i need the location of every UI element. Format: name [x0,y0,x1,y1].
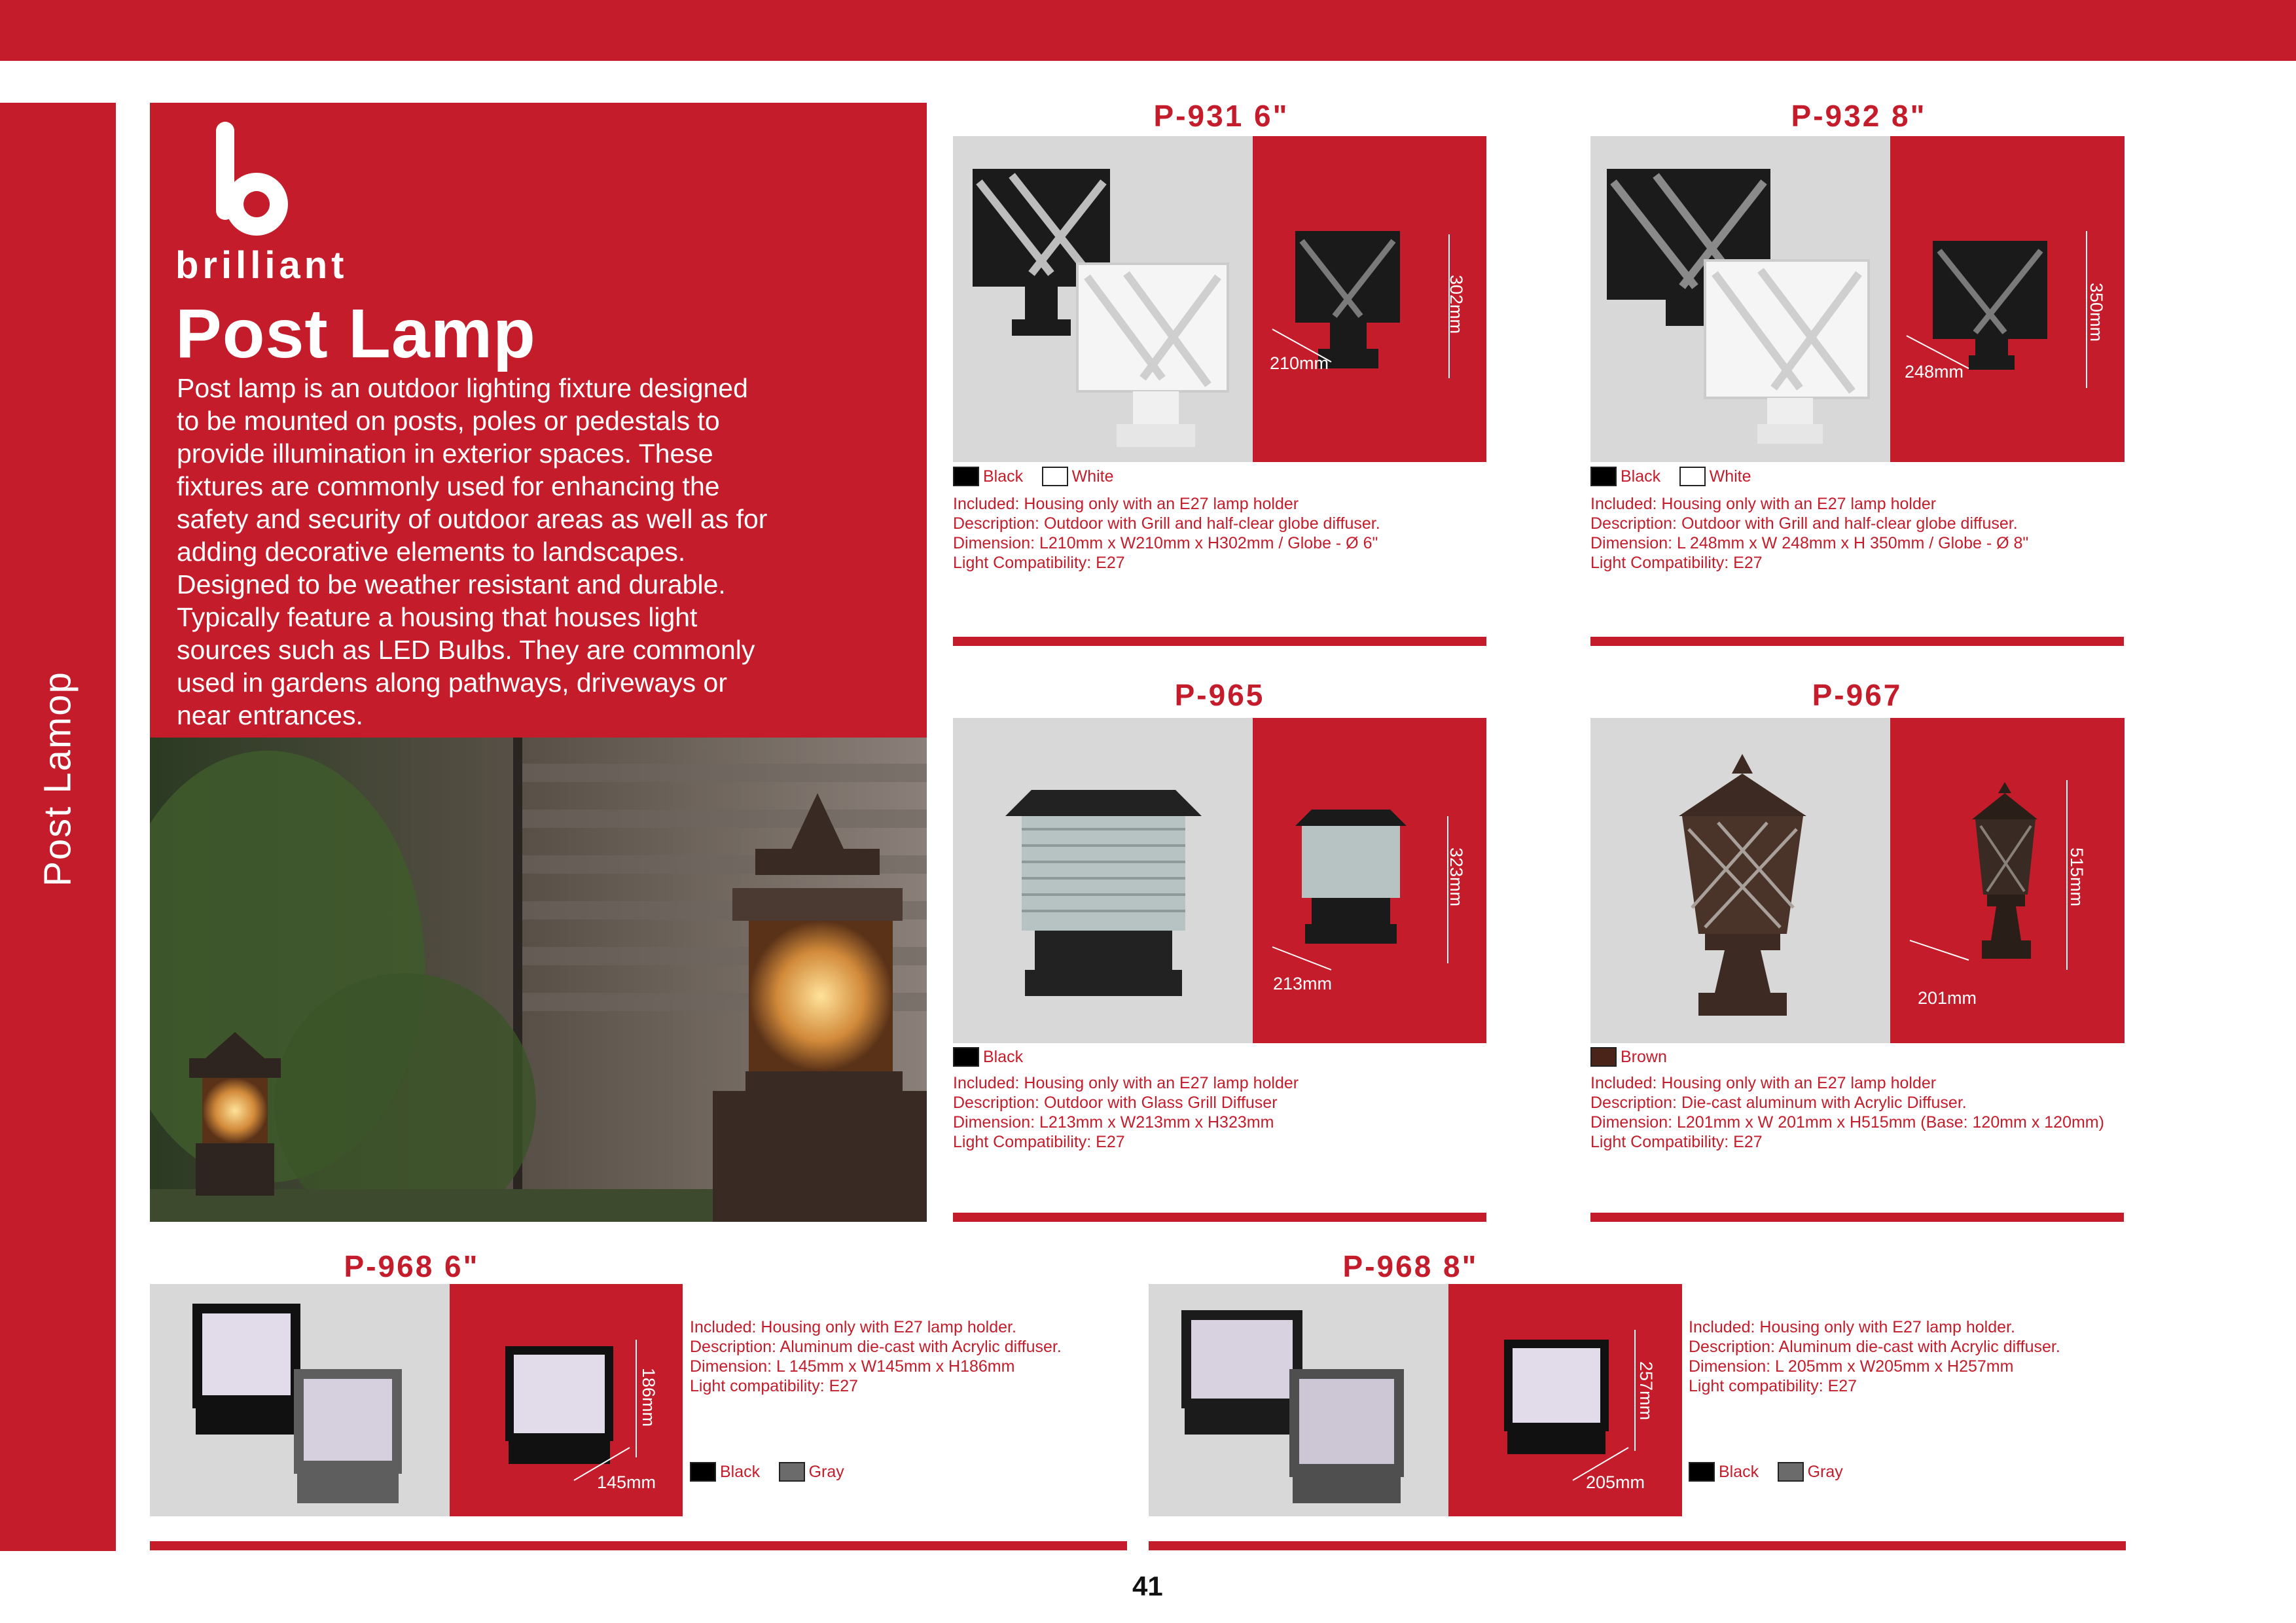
p931-width-label: 210mm [1270,353,1329,373]
swatch-box [1689,1462,1715,1482]
p967-height-label: 515mm [2067,847,2087,907]
p965-height-label: 323mm [1446,847,1466,907]
intro-line: safety and security of outdoor areas as well as for [177,504,768,534]
spec-line: Included: Housing only with an E27 lamp holder [953,495,1299,513]
p968-8-color-options [1689,1462,1859,1485]
color-swatch-black: Black [690,1462,760,1482]
swatch-box [1590,467,1617,486]
spec-line: Light Compatibility: E27 [953,1133,1125,1151]
spec-line: Description: Outdoor with Grill and half-clear globe diffuser. [1590,514,2018,533]
intro-line: Post lamp is an outdoor lighting fixture designed [177,373,748,403]
intro-line: sources such as LED Bulbs. They are commonly [177,635,755,665]
spec-line: Light Compatibility: E27 [953,554,1125,572]
swatch-box [1679,467,1706,486]
p968-6-color-options [690,1462,860,1485]
p968-8-product-image [1149,1284,1448,1516]
section-divider [953,1213,1486,1222]
intro-line: Designed to be weather resistant and durable. [177,569,726,599]
p967-product-image [1590,718,1890,1043]
p931-product-image [953,136,1253,462]
p932-color-options [1590,467,1767,490]
color-swatch-brown: Brown [1590,1047,1667,1067]
p931-height-label: 302mm [1446,275,1466,334]
intro-line: fixtures are commonly used for enhancing the [177,471,720,501]
swatch-box [1590,1047,1617,1067]
p965-product-image [953,718,1253,1043]
spec-line: Light compatibility: E27 [1689,1377,1857,1395]
top-banner [0,0,2296,61]
spec-line: Description: Die-cast aluminum with Acrylic Diffuser. [1590,1094,1967,1112]
section-divider [953,637,1486,646]
spec-line: Description: Outdoor with Grill and half-clear globe diffuser. [953,514,1380,533]
product-title-p968-8: P-968 8" [1342,1249,1479,1283]
page-title: Post Lamp [175,295,536,372]
p965-color-options [953,1047,1039,1070]
p931-specs [953,494,1380,573]
spec-line: Light Compatibility: E27 [1590,554,1763,572]
color-swatch-gray: Gray [779,1462,844,1482]
product-title-p931: P-931 6" [1153,99,1289,133]
p967-width-label: 201mm [1918,988,1977,1008]
spec-line: Included: Housing only with an E27 lamp holder [1590,1074,1937,1092]
spec-line: Description: Aluminum die-cast with Acrylic diffuser. [690,1338,1062,1356]
spec-line: Included: Housing only with an E27 lamp holder [1590,495,1937,513]
spec-line: Included: Housing only with E27 lamp holder. [690,1318,1016,1336]
swatch-box [1042,467,1068,486]
color-swatch-black: Black [1689,1462,1759,1482]
p965-specs [953,1073,1299,1152]
p967-color-options [1590,1047,1683,1070]
color-swatch-white: White [1042,467,1114,486]
p967-specs [1590,1073,2104,1152]
intro-line: used in gardens along pathways, driveways or [177,668,727,698]
page-number: 41 [1132,1571,1163,1601]
intro-line: Typically feature a housing that houses light [177,602,698,632]
p931-color-options [953,467,1130,490]
p968-6-specs [690,1317,1062,1396]
side-tab-label: Post Lamop [36,671,79,887]
intro-description [177,372,910,732]
spec-line: Light compatibility: E27 [690,1377,859,1395]
color-swatch-gray: Gray [1778,1462,1843,1482]
spec-line: Description: Aluminum die-cast with Acrylic diffuser. [1689,1338,2060,1356]
spec-line: Dimension: L 145mm x W145mm x H186mm [690,1357,1015,1376]
spec-line: Description: Outdoor with Glass Grill Diffuser [953,1094,1278,1112]
swatch-box [690,1462,716,1482]
intro-line: provide illumination in exterior spaces. These [177,438,713,469]
spec-line: Dimension: L210mm x W210mm x H302mm / Globe - Ø 6" [953,534,1378,552]
spec-line: Dimension: L201mm x W 201mm x H515mm (Base: 120mm x 120mm) [1590,1113,2104,1132]
brilliant-logo-icon [216,122,298,240]
hero-lamp-photo [150,738,927,1222]
p968-6-product-image [150,1284,450,1516]
spec-line: Dimension: L 205mm x W205mm x H257mm [1689,1357,2014,1376]
brand-name: brilliant [175,244,348,287]
color-swatch-white: White [1679,467,1751,486]
product-title-p967: P-967 [1812,678,1903,712]
product-title-p968-6: P-968 6" [344,1249,480,1283]
product-title-p965: P-965 [1174,678,1265,712]
spec-line: Included: Housing only with an E27 lamp holder [953,1074,1299,1092]
p965-width-label: 213mm [1273,974,1333,993]
intro-line: near entrances. [177,700,363,730]
product-title-p932: P-932 8" [1791,99,1927,133]
p932-width-label: 248mm [1905,362,1964,382]
section-divider [150,1541,1127,1550]
spec-line: Light Compatibility: E27 [1590,1133,1763,1151]
intro-line: adding decorative elements to landscapes. [177,537,686,567]
p968-8-width-label: 205mm [1586,1472,1645,1492]
spec-line: Included: Housing only with E27 lamp holder. [1689,1318,2015,1336]
p968-8-specs [1689,1317,2060,1396]
spec-line: Dimension: L213mm x W213mm x H323mm [953,1113,1274,1132]
p932-height-label: 350mm [2087,283,2106,342]
swatch-box [953,467,979,486]
spec-line: Dimension: L 248mm x W 248mm x H 350mm / Globe - Ø 8" [1590,534,2029,552]
color-swatch-black: Black [1590,467,1660,486]
section-divider [1590,1213,2124,1222]
swatch-box [953,1047,979,1067]
color-swatch-black: Black [953,467,1023,486]
intro-line: to be mounted on posts, poles or pedestals to [177,406,720,436]
p968-6-width-label: 145mm [597,1472,656,1492]
p932-specs [1590,494,2028,573]
section-divider [1590,637,2124,646]
p968-6-height-label: 186mm [639,1368,658,1427]
section-divider [1149,1541,2126,1550]
swatch-box [1778,1462,1804,1482]
color-swatch-black: Black [953,1047,1023,1067]
swatch-box [779,1462,805,1482]
p932-product-image [1590,136,1890,462]
p968-8-height-label: 257mm [1636,1361,1656,1421]
